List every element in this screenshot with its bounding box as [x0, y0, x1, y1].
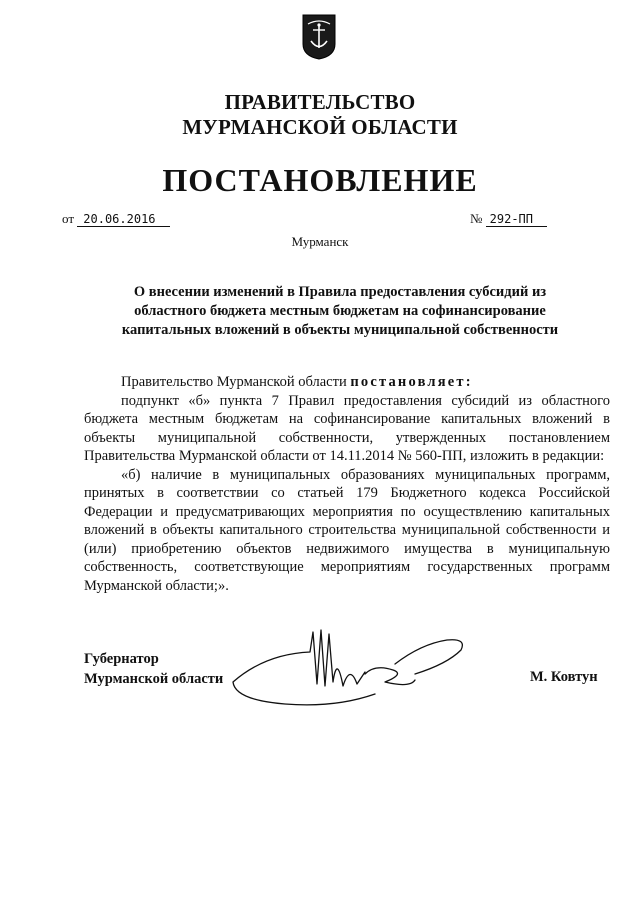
document-body	[84, 373, 610, 595]
paragraph-1	[84, 373, 610, 392]
document-title	[100, 283, 580, 340]
government-name-line2: МУРМАНСКОЙ ОБЛАСТИ	[182, 115, 458, 139]
date-prefix: от	[62, 211, 75, 226]
position-line1: Губернатор	[84, 651, 159, 667]
date-value: 20.06.2016	[77, 212, 169, 227]
number-field	[470, 211, 547, 227]
title-line1: О внесении изменений в Правила предоставления субсидий из	[133, 284, 547, 300]
signatory-position	[84, 649, 223, 689]
handwritten-signature-icon	[225, 624, 470, 714]
paragraph-2: подпункт «б» пункта 7 Правил предоставления субсидий из областного бюджета местным бюджетам на софинансирование капитальных вложений в объекты муниципальной собственности, утвержденных постановлением Правительства Мурманской области от 14.11.2014 № 560-ПП, изложить в редакции:	[84, 392, 610, 464]
city: Мурманск	[291, 234, 349, 249]
signatory-name: М. Ковтун	[530, 669, 598, 685]
p1-resolves: постановляет:	[350, 374, 473, 390]
coat-of-arms-icon	[302, 14, 336, 60]
document-type: ПОСТАНОВЛЕНИЕ	[162, 162, 478, 198]
paragraph-3: «б) наличие в муниципальных образованиях муниципальных программ, принятых в соответствии со статьей 179 Бюджетного кодекса Российской Федерации и предусматривающих мероприятия по осуществлению капитальных вложений в объекты капитального строительства муниципальной собственности и (или) приобретению объектов недвижимого имущества в муниципальную собственность, соответствующие мероприятиям государственных программ Мурманской области;».	[84, 466, 610, 594]
date-field	[62, 211, 170, 227]
government-name-line1: ПРАВИТЕЛЬСТВО	[224, 90, 416, 114]
number-value: 292-ПП	[486, 212, 547, 227]
title-line3: капитальных вложений в объекты муниципальной собственности	[121, 322, 559, 338]
title-line2: областного бюджета местным бюджетам на софинансирование	[134, 303, 546, 319]
p1-text: Правительство Мурманской области	[121, 374, 351, 390]
number-prefix: №	[470, 211, 483, 226]
position-line2: Мурманской области	[84, 671, 224, 687]
